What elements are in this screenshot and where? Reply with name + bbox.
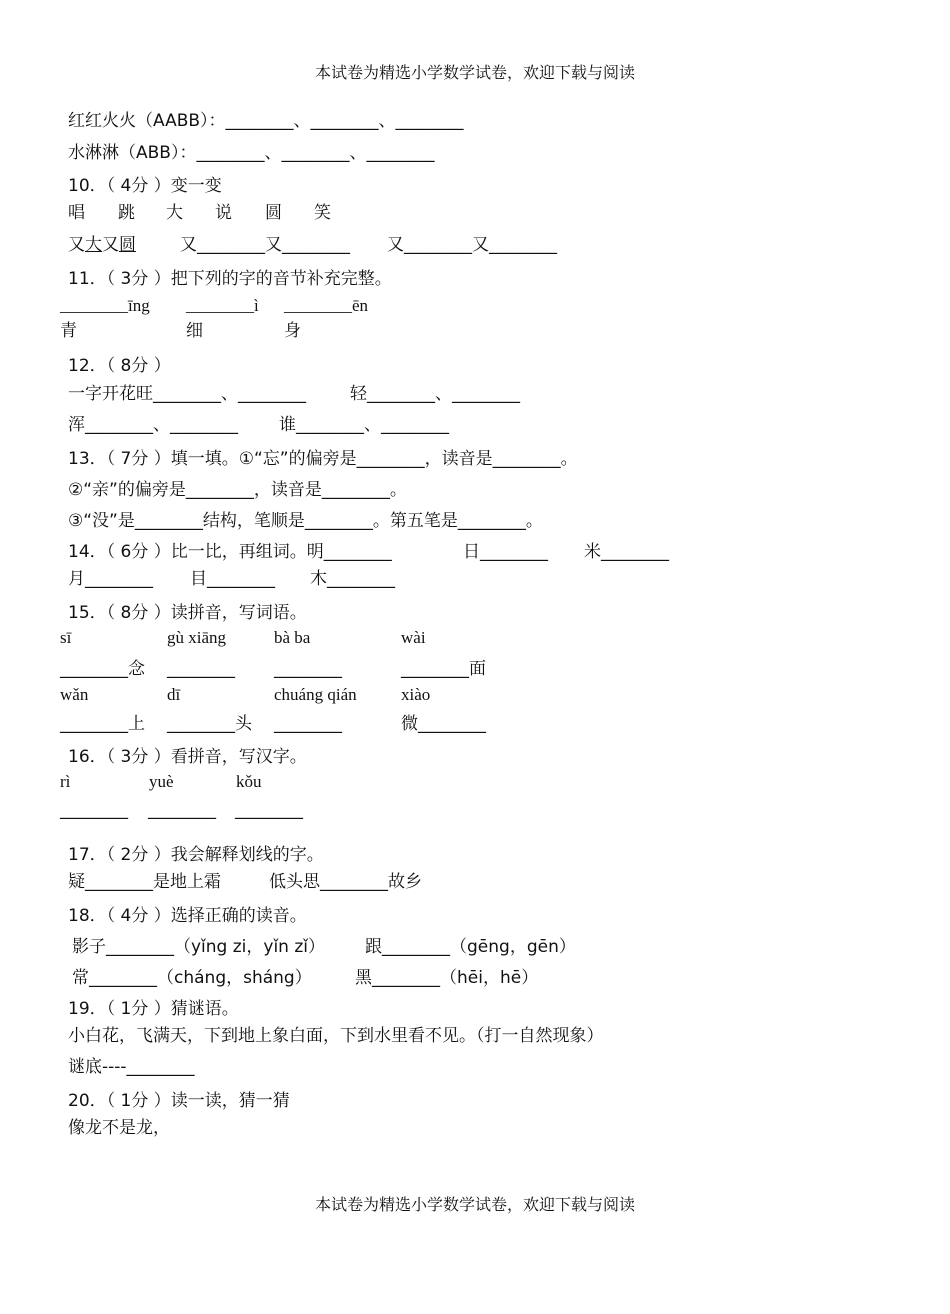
q16-title: 16．（ 3分 ）看拼音，写汉字。 (68, 747, 307, 767)
q12-title: 12．（ 8分 ） (68, 356, 171, 376)
q15-pinyin: gù xiāng (167, 628, 227, 647)
q19-riddle: 小白花，飞满天，下到地上象白面，下到水里看不见。（打一自然现象） (68, 1026, 604, 1046)
q10-blank-1: 又________又________ (180, 235, 350, 255)
q10-example-prefix: 又 (68, 235, 85, 255)
q15-pinyin: wǎn (60, 685, 89, 704)
q17-title: 17．（ 2分 ）我会解释划线的字。 (68, 845, 324, 865)
q12-line1b: 轻________、________ (350, 384, 520, 404)
q14-wood: 木________ (310, 569, 395, 589)
q17-line2a: 疑________是地上霜 (68, 872, 221, 892)
q13-line2: ②“亲”的偏旁是________，读音是________。 (68, 480, 407, 500)
q15-blank: ________念 (60, 659, 145, 679)
q11-char-2: 细 (186, 321, 203, 341)
q18-title: 18．（ 4分 ）选择正确的读音。 (68, 906, 307, 926)
q14-ri: 日________ (463, 542, 548, 562)
q15-blank: ________ (167, 659, 235, 679)
page-footer: 本试卷为精选小学数学试卷，欢迎下载与阅读 (314, 1195, 635, 1214)
q10-char: 说 (215, 203, 232, 223)
q16-pinyin: rì (60, 772, 71, 791)
q16-blank: ________ (60, 800, 128, 820)
q18-line2b: 跟________（gēng，gēn） (365, 937, 576, 957)
q10-example (68, 234, 136, 256)
q10-example-b: 圆 (119, 235, 136, 255)
q9-line-abb: 水淋淋（ABB）：________、________、________ (68, 143, 435, 163)
q15-blank: ________ (274, 659, 342, 679)
q10-title: 10．（ 4分 ）变一变 (68, 176, 222, 196)
q10-char: 唱 (68, 203, 85, 223)
q18-line3b: 黑________（hēi，hē） (355, 968, 539, 988)
q10-blank-2: 又________又________ (387, 235, 557, 255)
q15-blank: ________上 (60, 714, 145, 734)
q18-line3a: 常________（cháng，sháng） (72, 968, 312, 988)
q10-char: 圆 (265, 203, 282, 223)
q19-title: 19．（ 1分 ）猜谜语。 (68, 999, 239, 1019)
q11-pinyin-1: ________īng (60, 296, 150, 315)
q10-example-a: 大 (85, 235, 102, 255)
q15-pinyin: wài (401, 628, 426, 647)
q13-title: 13．（ 7分 ）填一填。①“忘”的偏旁是________，读音是________。 (68, 449, 578, 469)
q20-line2: 像龙不是龙， (68, 1118, 170, 1138)
q16-pinyin: yuè (149, 772, 174, 791)
q15-blank: ________头 (167, 714, 252, 734)
q15-pinyin: bà ba (274, 628, 311, 647)
q12-line2b: 谁________、________ (279, 415, 449, 435)
q15-blank: ________面 (401, 659, 486, 679)
q15-pinyin: chuáng qián (274, 685, 357, 704)
q9-line-aabb: 红红火火（AABB）：________、________、________ (68, 111, 464, 131)
q15-pinyin: dī (167, 685, 181, 704)
q12-line1a: 一字开花旺________、________ (68, 384, 306, 404)
q14-yue: 月________ (68, 569, 153, 589)
q20-title: 20．（ 1分 ）读一读，猜一猜 (68, 1091, 290, 1111)
q10-char: 笑 (314, 203, 331, 223)
q10-char: 跳 (118, 203, 135, 223)
q15-pinyin: sī (60, 628, 72, 647)
q16-pinyin: kǒu (236, 772, 262, 791)
q11-pinyin-2: ________ì (186, 296, 259, 315)
q11-pinyin-3: ________ēn (284, 296, 369, 315)
q17-line2b: 低头思________故乡 (269, 872, 422, 892)
q10-example-mid: 又 (102, 235, 119, 255)
q14-mu: 目________ (190, 569, 275, 589)
q13-line3: ③“没”是________结构，笔顺是________。第五笔是________。 (68, 511, 543, 531)
q18-line2a: 影子________（yǐng zi，yǐn zǐ） (72, 937, 326, 957)
q15-blank: ________ (274, 714, 342, 734)
q11-char-1: 青 (60, 321, 77, 341)
q10-char: 大 (166, 203, 183, 223)
q16-blank: ________ (148, 800, 216, 820)
q12-line2a: 浑________、________ (68, 415, 238, 435)
q14-title: 14．（ 6分 ）比一比，再组词。明________ (68, 542, 392, 562)
q15-blank: 微________ (401, 714, 486, 734)
q11-char-3: 身 (284, 321, 301, 341)
q14-mi: 米________ (584, 542, 669, 562)
q15-title: 15．（ 8分 ）读拼音，写词语。 (68, 603, 307, 623)
q15-pinyin: xiào (401, 685, 431, 704)
q11-title: 11．（ 3分 ）把下列的字的音节补充完整。 (68, 269, 392, 289)
q16-blank: ________ (235, 800, 303, 820)
page-header: 本试卷为精选小学数学试卷，欢迎下载与阅读 (314, 63, 635, 82)
q19-answer: 谜底----________ (68, 1057, 195, 1077)
